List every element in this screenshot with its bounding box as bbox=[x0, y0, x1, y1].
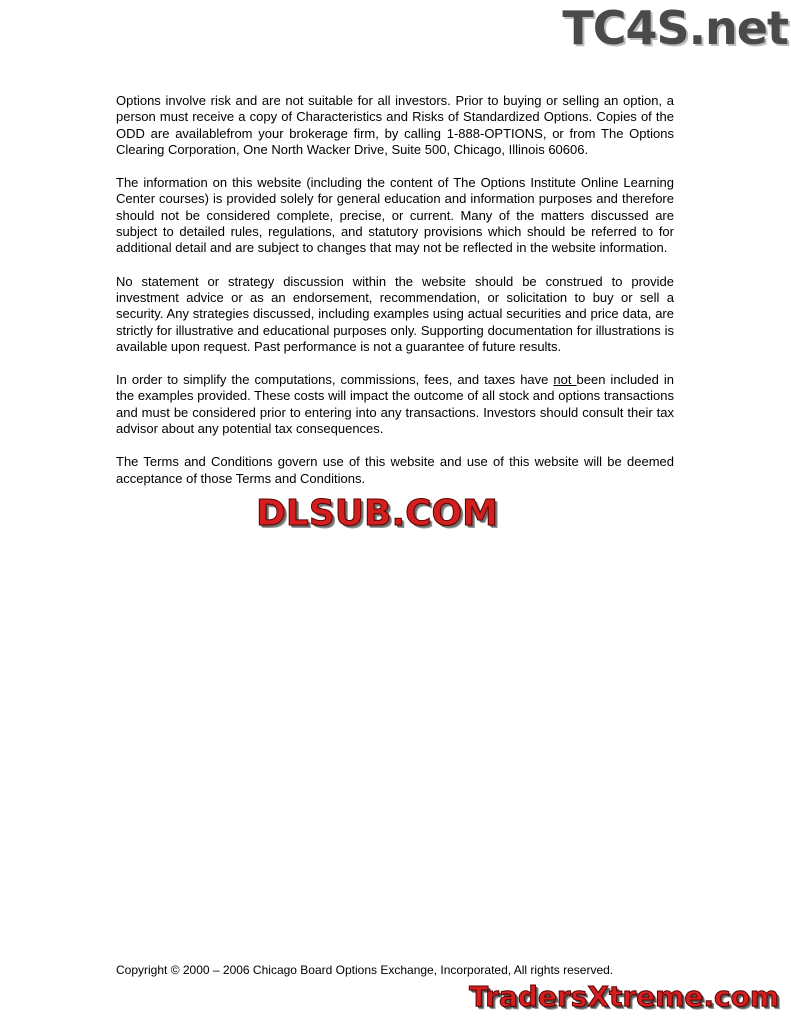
paragraph-risk: Options involve risk and are not suitable for all investors. Prior to buying or selling an option, a person must receive a copy of Characteristics and Risks of Standardized Options. Copies of the ODD are availablefrom your brokerage firm, by calling 1-888-OPTIONS, or from The Options Clearing Corporation, One North Wacker Drive, Suite 500, Chicago, Illinois 60606. bbox=[116, 93, 674, 157]
paragraph-terms: The Terms and Conditions govern use of this website and use of this website will be deemed acceptance of those Terms and Conditions. bbox=[116, 454, 674, 486]
paragraph-commissions-end: been included in the examples provided. These costs will impact the outcome of all stock and options transactions and must be considered prior to entering into any transactions. Investors should consult their tax advisor about any potential tax consequences. bbox=[116, 372, 674, 437]
paragraph-commissions bbox=[116, 372, 674, 437]
paragraph-information: The information on this website (including the content of The Options Institute Online Learning Center courses) is provided solely for general education and information purposes and therefore should not be considered complete, precise, or current. Many of the matters discussed are subject to detailed rules, regulations, and statutory provisions which should be referred to for additional detail and are subject to changes that may not be reflected in the website information. bbox=[116, 175, 674, 256]
paragraph-no-advice: No statement or strategy discussion within the website should be construed to provide investment advice or as an endorsement, recommendation, or solicitation to buy or sell a security. Any strategies discussed, including examples using actual securities and price data, are strictly for illustrative and educational purposes only. Supporting documentation for illustrations is available upon request. Past performance is not a guarantee of future results. bbox=[116, 273, 674, 354]
copyright-footer: Copyright © 2000 – 2006 Chicago Board Options Exchange, Incorporated, All rights reserved. bbox=[116, 963, 614, 977]
disclaimer-body bbox=[116, 93, 674, 487]
underlined-not: not bbox=[553, 372, 577, 388]
paragraph-commissions-start: In order to simplify the computations, commissions, fees, and taxes have bbox=[116, 372, 554, 388]
watermark-tradersxtreme: TradersXtreme.com bbox=[469, 980, 779, 1013]
watermark-tc4s: TC4S.net bbox=[562, 1, 788, 55]
watermark-dlsub: DLSUB.COM bbox=[256, 493, 498, 534]
